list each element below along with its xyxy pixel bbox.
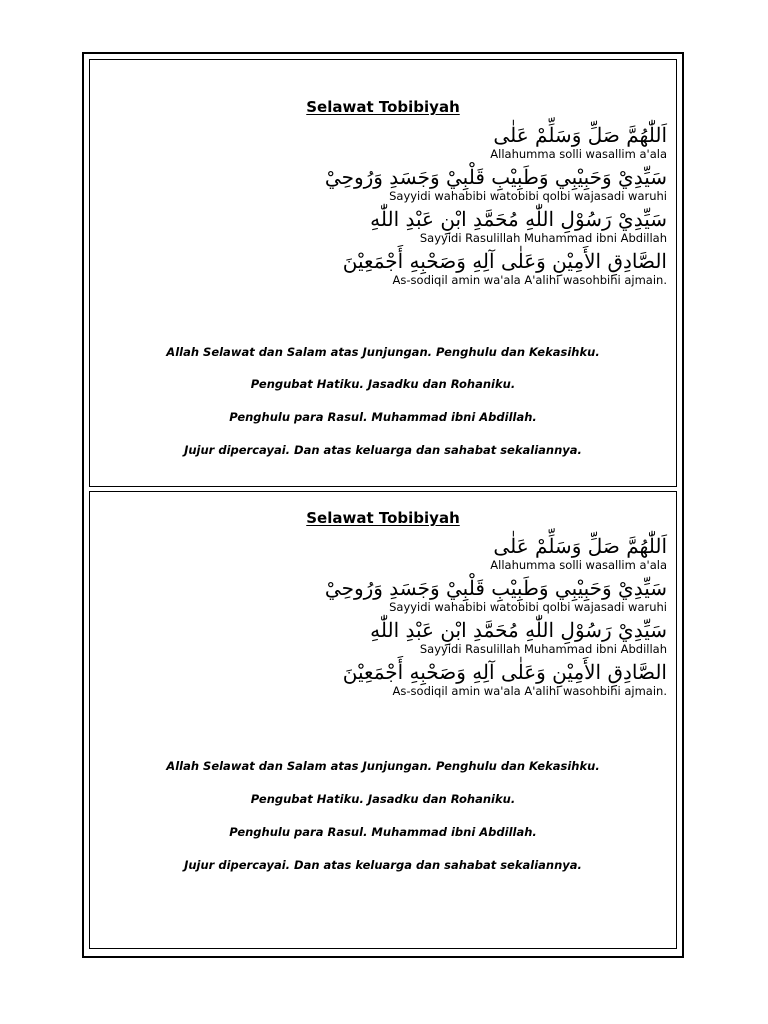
arabic-line-3: سَيِّدِيْ رَسُوْلِ اللّٰهِ مُحَمَّدِ ابْنِ عَبْدِ اللّٰهِ [370, 207, 667, 231]
selawat-card-top [89, 59, 677, 487]
arabic-line-2: سَيِّدِيْ وَحَبِيْبِي وَطَبِيْبِ قَلْبِيْ وَجَسَدِ وَرُوحِيْ [324, 576, 667, 600]
arabic-line-2: سَيِّدِيْ وَحَبِيْبِي وَطَبِيْبِ قَلْبِيْ وَجَسَدِ وَرُوحِيْ [324, 165, 667, 189]
card-title: Selawat Tobibiyah [306, 509, 460, 527]
meaning-line-2: Pengubat Hatiku. Jasadku dan Rohaniku. [250, 377, 516, 391]
meaning-line-1: Allah Selawat dan Salam atas Junjungan. Penghulu dan Kekasihku. [166, 345, 600, 359]
verse-block [167, 534, 667, 702]
meaning-line-1: Allah Selawat dan Salam atas Junjungan. Penghulu dan Kekasihku. [166, 759, 600, 773]
arabic-line-1: اَللّٰهُمَّ صَلِّ وَسَلِّمْ عَلٰى [493, 534, 667, 558]
transliteration-line-1: Allahumma solli wasallim a'ala [490, 558, 667, 572]
card-title: Selawat Tobibiyah [306, 98, 460, 116]
verse-block [167, 123, 667, 291]
arabic-line-4: الصَّادِقِ الأَمِيْنِ وَعَلٰى آلِهِ وَصَحْبِهِ أَجْمَعِيْنَ [342, 249, 667, 273]
meaning-line-3: Penghulu para Rasul. Muhammad ibni Abdillah. [229, 410, 537, 424]
transliteration-line-4: As-sodiqil amin wa'ala A'alihi wasohbihi ajmain. [392, 684, 667, 698]
meaning-line-4: Jujur dipercayai. Dan atas keluarga dan sahabat sekaliannya. [184, 858, 582, 872]
transliteration-line-4: As-sodiqil amin wa'ala A'alihi wasohbihi ajmain. [392, 273, 667, 287]
arabic-line-3: سَيِّدِيْ رَسُوْلِ اللّٰهِ مُحَمَّدِ ابْنِ عَبْدِ اللّٰهِ [370, 618, 667, 642]
arabic-line-4: الصَّادِقِ الأَمِيْنِ وَعَلٰى آلِهِ وَصَحْبِهِ أَجْمَعِيْنَ [342, 660, 667, 684]
page-frame [82, 52, 684, 958]
transliteration-line-1: Allahumma solli wasallim a'ala [490, 147, 667, 161]
meaning-line-4: Jujur dipercayai. Dan atas keluarga dan sahabat sekaliannya. [184, 443, 582, 457]
selawat-card-bottom [89, 491, 677, 949]
meaning-line-3: Penghulu para Rasul. Muhammad ibni Abdillah. [229, 825, 537, 839]
transliteration-line-3: Sayyidi Rasulillah Muhammad ibni Abdillah [419, 231, 667, 245]
meaning-line-2: Pengubat Hatiku. Jasadku dan Rohaniku. [250, 792, 516, 806]
transliteration-line-2: Sayyidi wahabibi watobibi qolbi wajasadi waruhi [389, 600, 667, 614]
arabic-line-1: اَللّٰهُمَّ صَلِّ وَسَلِّمْ عَلٰى [493, 123, 667, 147]
transliteration-line-3: Sayyidi Rasulillah Muhammad ibni Abdillah [419, 642, 667, 656]
transliteration-line-2: Sayyidi wahabibi watobibi qolbi wajasadi waruhi [389, 189, 667, 203]
